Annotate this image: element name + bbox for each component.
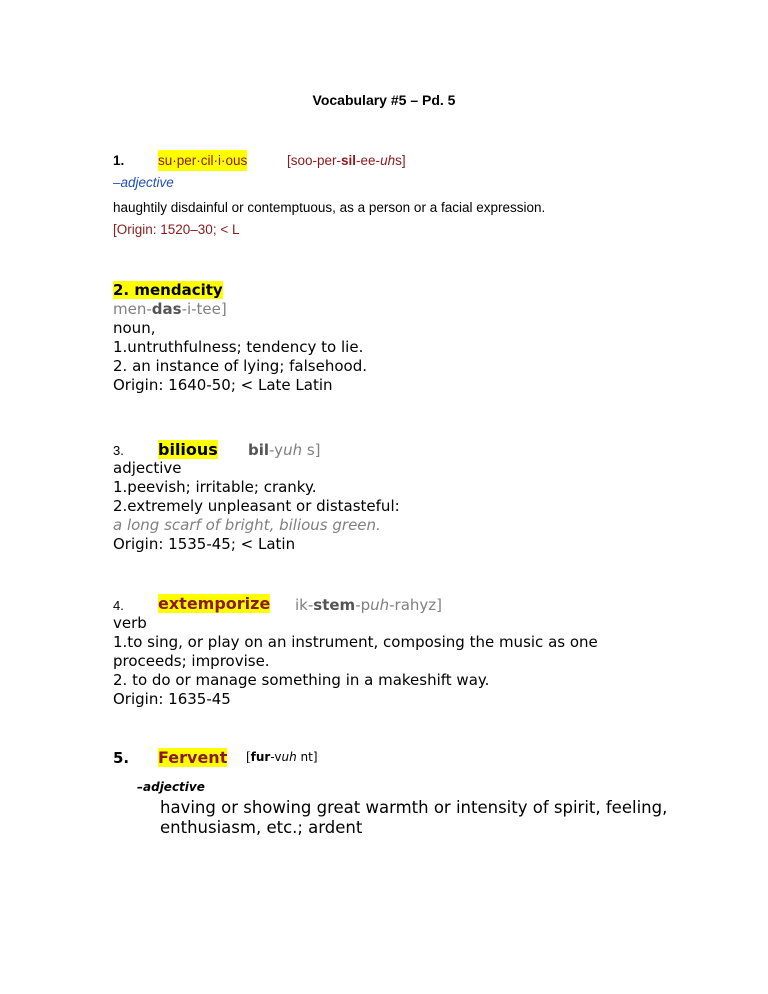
entry-number: 5. xyxy=(113,749,130,767)
page-title: Vocabulary #5 – Pd. 5 xyxy=(312,92,456,108)
entry-word: bilious xyxy=(158,440,218,459)
definition-2: 2. to do or manage something in a makeshift way. xyxy=(113,671,490,689)
definition-line: having or showing great warmth or intensity of spirit, feeling, xyxy=(160,798,668,817)
entry-number: 3. xyxy=(113,443,124,458)
pronunciation xyxy=(287,150,406,171)
pron-italic: uh xyxy=(281,750,297,764)
origin: Origin: 1535-45; < Latin xyxy=(113,535,296,553)
entry-2 xyxy=(113,281,367,395)
pron-part: s] xyxy=(395,153,406,168)
part-of-speech: verb xyxy=(113,614,147,632)
pron-italic: uh xyxy=(283,441,303,459)
definition-line: enthusiasm, etc.; ardent xyxy=(160,818,363,837)
pron-stress: das xyxy=(151,300,182,318)
part-of-speech: –adjective xyxy=(137,780,205,794)
entry-number: 4. xyxy=(113,598,124,613)
entry-4-body xyxy=(113,614,598,709)
pron-part: men- xyxy=(113,300,152,318)
entry-word: extemporize xyxy=(158,594,271,613)
pron-part: s] xyxy=(302,441,321,459)
pronunciation xyxy=(113,300,367,319)
pron-stress: fur xyxy=(250,750,271,764)
entry-word: su·per·cil·i·ous xyxy=(158,150,247,171)
pron-part: [soo-per- xyxy=(287,153,342,168)
pron-part: -y xyxy=(269,441,284,459)
pron-part: ik- xyxy=(295,596,314,614)
entry-heading: 2. mendacity xyxy=(113,281,223,299)
pronunciation xyxy=(248,441,321,460)
definition-2: 2.extremely unpleasant or distasteful: xyxy=(113,497,400,515)
pron-part: nt] xyxy=(296,750,318,764)
entry-word: Fervent xyxy=(158,748,228,767)
definition-1b: proceeds; improvise. xyxy=(113,652,270,670)
definition xyxy=(160,798,667,838)
definition-1a: 1.to sing, or play on an instrument, composing the music as one xyxy=(113,633,598,651)
pron-italic: uh xyxy=(370,596,390,614)
pron-italic: uh xyxy=(380,153,396,168)
part-of-speech: adjective xyxy=(113,459,182,477)
definition-1: 1.peevish; irritable; cranky. xyxy=(113,478,317,496)
pron-part: -rahyz] xyxy=(389,596,443,614)
pron-stress: bil xyxy=(248,441,270,459)
pronunciation xyxy=(246,750,318,766)
pron-part: -i-tee] xyxy=(181,300,227,318)
pron-part: [ xyxy=(246,750,251,765)
definition-1: 1.untruthfulness; tendency to lie. xyxy=(113,338,364,356)
part-of-speech: –adjective xyxy=(113,175,174,190)
pron-stress: stem xyxy=(313,596,356,614)
part-of-speech: noun, xyxy=(113,319,156,337)
pron-part: -v xyxy=(270,750,282,764)
entry-number: 1. xyxy=(113,153,125,168)
example: a long scarf of bright, bilious green. xyxy=(113,516,381,534)
origin: Origin: 1640-50; < Late Latin xyxy=(113,376,333,394)
definition: haughtily disdainful or contemptuous, as a person or a facial expression. xyxy=(113,200,546,215)
entry-3-body xyxy=(113,459,400,554)
pron-part: -ee- xyxy=(356,153,381,168)
origin: [Origin: 1520–30; < L xyxy=(113,222,240,237)
pron-stress: sil xyxy=(341,153,357,168)
definition-2: 2. an instance of lying; falsehood. xyxy=(113,357,367,375)
origin: Origin: 1635-45 xyxy=(113,690,231,708)
pron-part: -p xyxy=(355,596,371,614)
pronunciation xyxy=(295,596,442,615)
